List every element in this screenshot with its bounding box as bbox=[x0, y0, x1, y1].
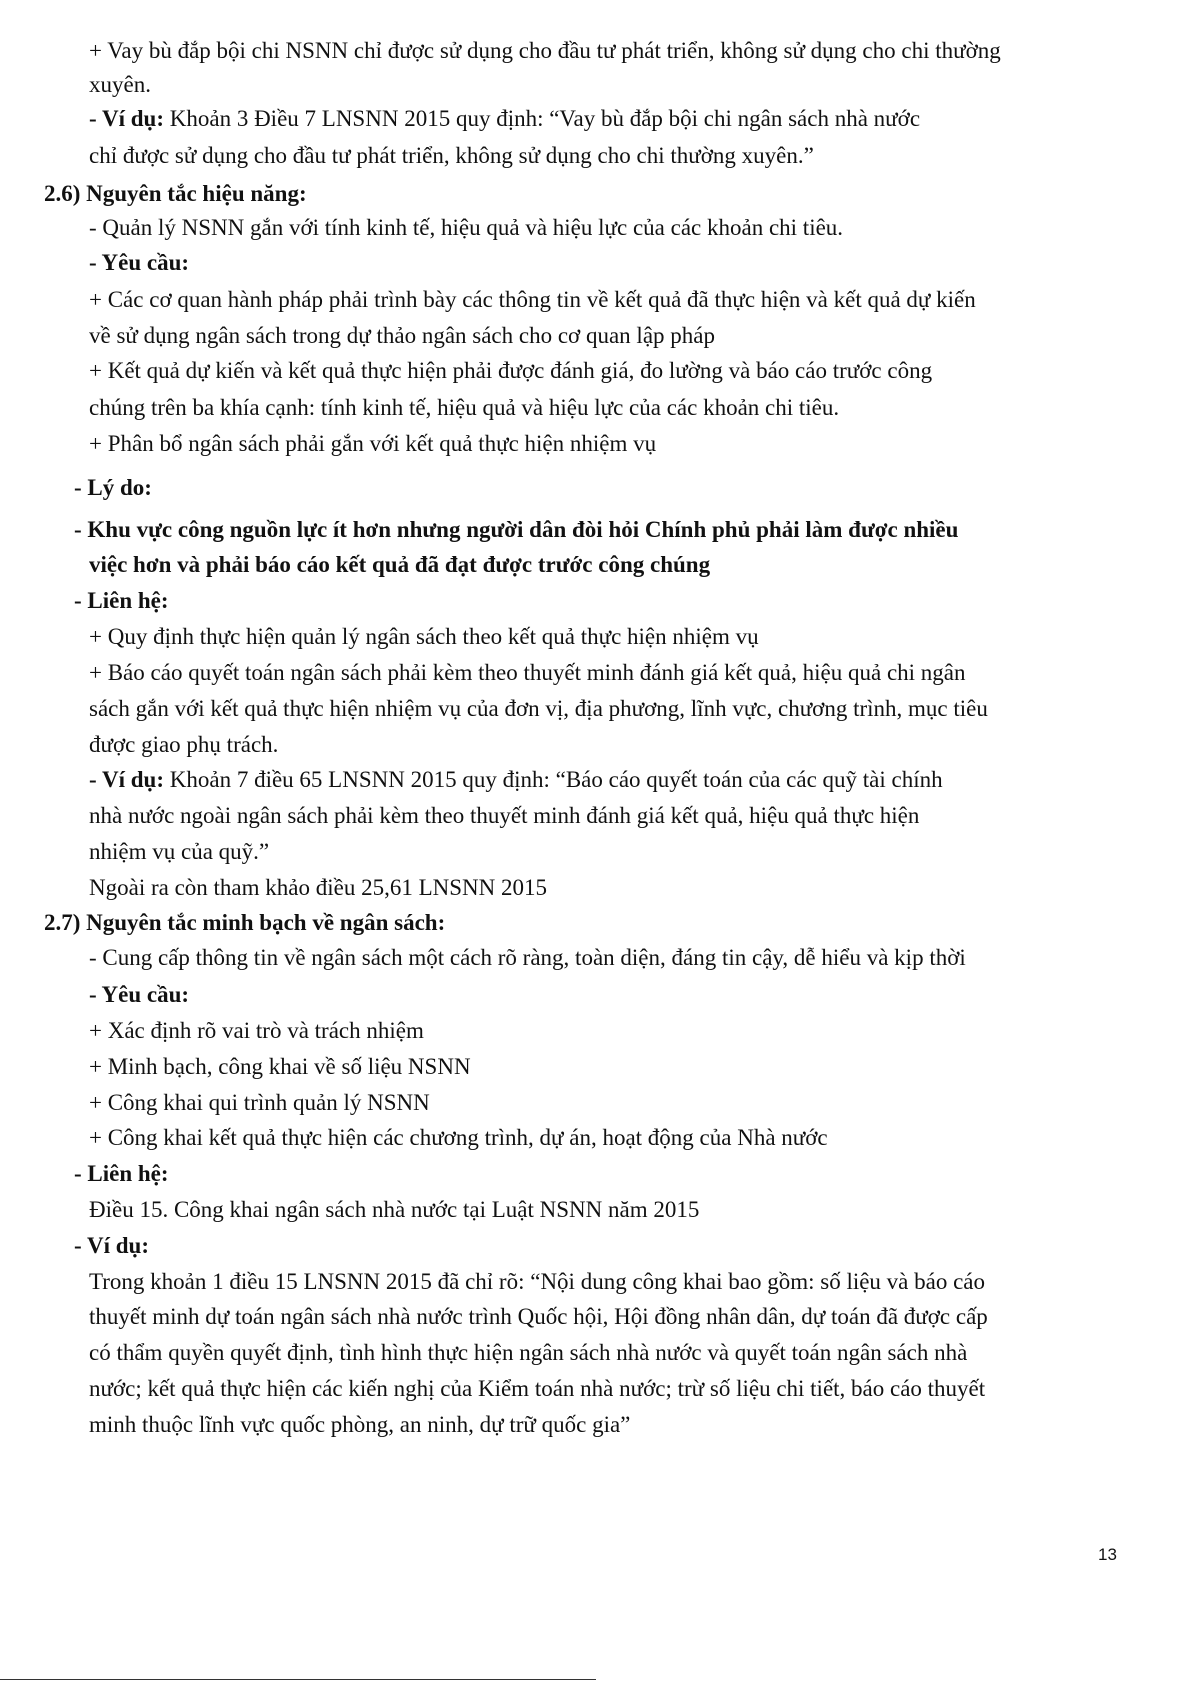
page-number: 13 bbox=[1098, 1545, 1117, 1564]
text-line: + Công khai qui trình quản lý NSNN bbox=[89, 1090, 430, 1115]
text-line: sách gắn với kết quả thực hiện nhiệm vụ của đơn vị, địa phương, lĩnh vực, chương trình, mục tiêu bbox=[89, 696, 988, 721]
text-line: chúng trên ba khía cạnh: tính kinh tế, hiệu quả và hiệu lực của các khoản chi tiêu. bbox=[89, 395, 840, 420]
text-line: + Minh bạch, công khai về số liệu NSNN bbox=[89, 1054, 471, 1079]
text-line: xuyên. bbox=[89, 72, 151, 97]
text-line: - Cung cấp thông tin về ngân sách một cách rõ ràng, toàn diện, đáng tin cậy, dễ hiểu và kịp thời bbox=[89, 945, 966, 970]
text-line: + Vay bù đắp bội chi NSNN chỉ được sử dụng cho đầu tư phát triển, không sử dụng cho chi thường bbox=[89, 38, 1001, 63]
subheading-reason: - Lý do: bbox=[74, 475, 152, 500]
text-line: minh thuộc lĩnh vực quốc phòng, an ninh, dự trữ quốc gia” bbox=[89, 1412, 631, 1437]
text-line: có thẩm quyền quyết định, tình hình thực hiện ngân sách nhà nước và quyết toán ngân sách nhà bbox=[89, 1340, 968, 1365]
text-line: Điều 15. Công khai ngân sách nhà nước tại Luật NSNN năm 2015 bbox=[89, 1197, 700, 1222]
text-line: nhà nước ngoài ngân sách phải kèm theo thuyết minh đánh giá kết quả, hiệu quả thực hiện bbox=[89, 803, 920, 828]
subheading-requirements: - Yêu cầu: bbox=[89, 250, 190, 275]
subheading-example: - Ví dụ: bbox=[74, 1233, 149, 1258]
text-line: được giao phụ trách. bbox=[89, 732, 279, 757]
text-line: - Quản lý NSNN gắn với tính kinh tế, hiệu quả và hiệu lực của các khoản chi tiêu. bbox=[89, 215, 844, 240]
text-line: + Kết quả dự kiến và kết quả thực hiện phải được đánh giá, đo lường và báo cáo trước công bbox=[89, 358, 933, 383]
text-line: + Các cơ quan hành pháp phải trình bày các thông tin về kết quả đã thực hiện và kết quả dự kiến bbox=[89, 287, 976, 312]
text-line: chỉ được sử dụng cho đầu tư phát triển, không sử dụng cho chi thường xuyên.” bbox=[89, 143, 814, 168]
text-line: + Quy định thực hiện quản lý ngân sách theo kết quả thực hiện nhiệm vụ bbox=[89, 624, 759, 649]
text-line: nhiệm vụ của quỹ.” bbox=[89, 839, 270, 864]
text-line: Ngoài ra còn tham khảo điều 25,61 LNSNN 2015 bbox=[89, 875, 548, 900]
section-heading-2-6: 2.6) Nguyên tắc hiệu năng: bbox=[44, 181, 307, 206]
text-line: + Xác định rõ vai trò và trách nhiệm bbox=[89, 1018, 424, 1043]
text-line: - Ví dụ: Khoản 3 Điều 7 LNSNN 2015 quy định: “Vay bù đắp bội chi ngân sách nhà nước bbox=[89, 106, 921, 131]
text-line: - Ví dụ: Khoản 7 điều 65 LNSNN 2015 quy định: “Báo cáo quyết toán của các quỹ tài chính bbox=[89, 767, 943, 792]
section-heading-2-7: 2.7) Nguyên tắc minh bạch về ngân sách: bbox=[44, 910, 446, 935]
subheading-relation: - Liên hệ: bbox=[74, 1161, 169, 1186]
text-line: về sử dụng ngân sách trong dự thảo ngân sách cho cơ quan lập pháp bbox=[89, 323, 715, 348]
subheading-relation: - Liên hệ: bbox=[74, 588, 169, 613]
bottom-divider bbox=[0, 1679, 596, 1680]
text-line: + Phân bổ ngân sách phải gắn với kết quả thực hiện nhiệm vụ bbox=[89, 431, 657, 456]
text-line: nước; kết quả thực hiện các kiến nghị của Kiểm toán nhà nước; trừ số liệu chi tiết, báo cáo thuyết bbox=[89, 1376, 986, 1401]
bold-text-line: việc hơn và phải báo cáo kết quả đã đạt được trước công chúng bbox=[89, 552, 711, 577]
text-line: thuyết minh dự toán ngân sách nhà nước trình Quốc hội, Hội đồng nhân dân, dự toán đã được cấp bbox=[89, 1304, 988, 1329]
text-line: + Báo cáo quyết toán ngân sách phải kèm theo thuyết minh đánh giá kết quả, hiệu quả chi ngân bbox=[89, 660, 966, 685]
text-line: Trong khoản 1 điều 15 LNSNN 2015 đã chỉ rõ: “Nội dung công khai bao gồm: số liệu và báo cáo bbox=[89, 1269, 986, 1294]
bold-text-line: - Khu vực công nguồn lực ít hơn nhưng người dân đòi hỏi Chính phủ phải làm được nhiều bbox=[74, 517, 959, 542]
subheading-requirements: - Yêu cầu: bbox=[89, 982, 190, 1007]
text-line: + Công khai kết quả thực hiện các chương trình, dự án, hoạt động của Nhà nước bbox=[89, 1125, 828, 1150]
